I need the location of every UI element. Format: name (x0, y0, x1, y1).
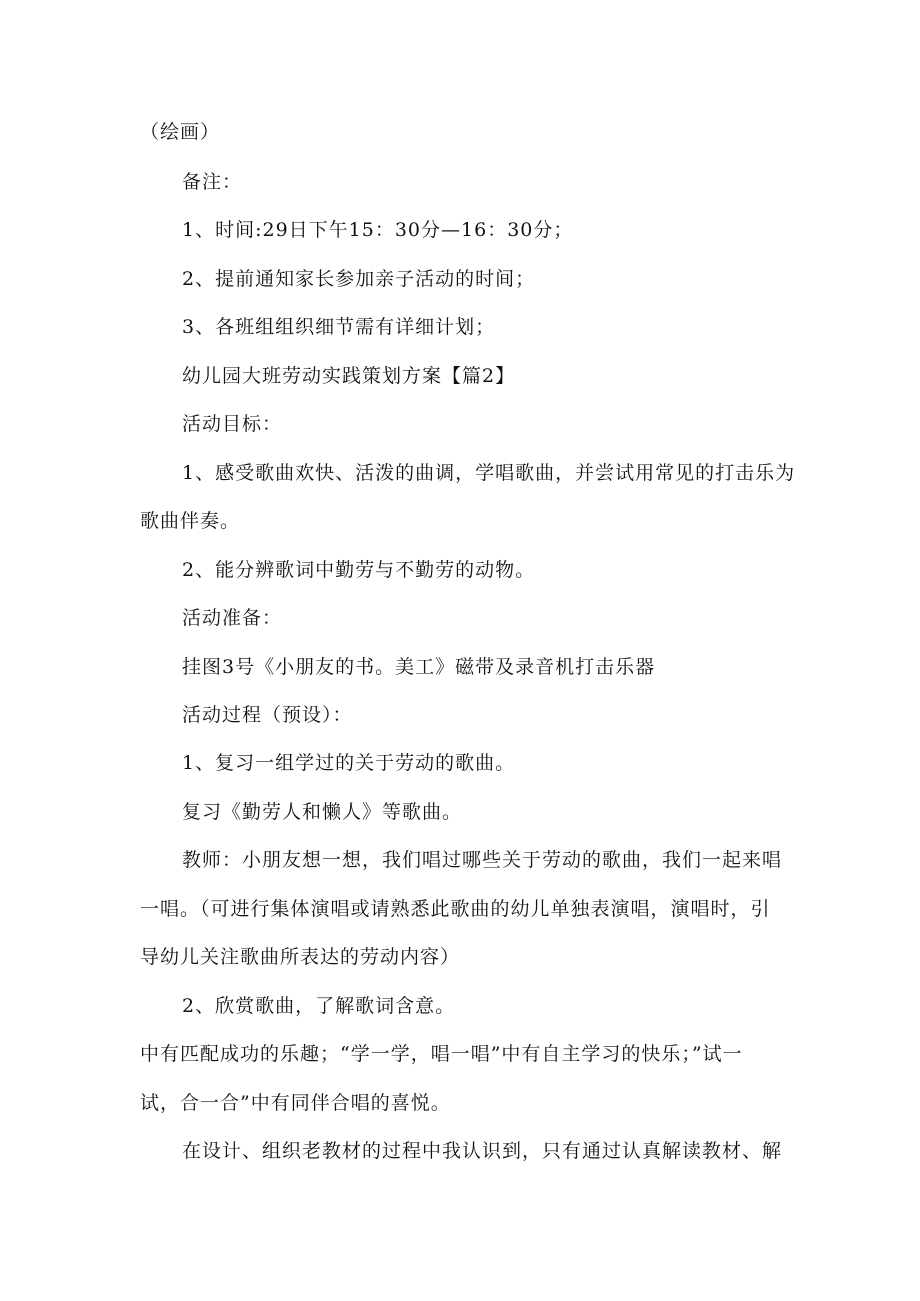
section-title: 幼儿园大班劳动实践策划方案【篇2】 (182, 365, 516, 387)
text-line-reflection-3: 在设计、组织老教材的过程中我认识到，只有通过认真解读教材、解 (182, 1140, 783, 1162)
text-line-remark-3: 3、各班组组织细节需有详细计划； (182, 316, 496, 338)
text-line-process-heading: 活动过程（预设）： (182, 704, 353, 726)
text-line-reflection-1: 中有匹配成功的乐趣；“学一学，唱一唱”中有自主学习的快乐；”试一 (140, 1043, 743, 1065)
text-line-teacher-cont-2: 导幼儿关注歌曲所表达的劳动内容） (140, 946, 461, 968)
text-line-remarks-heading: 备注： (182, 171, 243, 193)
text-line-goal-2: 2、能分辨歌词中勤劳与不勤劳的动物。 (182, 559, 536, 581)
text-line-remark-1: 1、时间:29日下午15：30分—16：30分； (182, 219, 574, 241)
text-line-drawing-note: （绘画） (140, 121, 221, 143)
text-line-goals-heading: 活动目标： (182, 413, 283, 435)
text-line-process-1: 1、复习一组学过的关于劳动的歌曲。 (182, 752, 516, 774)
text-line-goal-1-cont: 歌曲伴奏。 (140, 510, 241, 532)
text-line-reflection-2: 试，合一合”中有同伴合唱的喜悦。 (140, 1092, 451, 1114)
text-line-remark-2: 2、提前通知家长参加亲子活动的时间； (182, 268, 536, 290)
text-line-preparation-heading: 活动准备： (182, 607, 283, 629)
text-line-teacher: 教师：小朋友想一想，我们唱过哪些关于劳动的歌曲，我们一起来唱 (182, 849, 783, 871)
text-line-goal-1: 1、感受歌曲欢快、活泼的曲调，学唱歌曲，并尝试用常见的打击乐为 (182, 462, 796, 484)
text-line-process-2: 2、欣赏歌曲，了解歌词含意。 (182, 995, 456, 1017)
text-line-preparation-items: 挂图3号《小朋友的书。美工》磁带及录音机打击乐器 (182, 656, 656, 678)
text-line-teacher-cont-1: 一唱。（可进行集体演唱或请熟悉此歌曲的幼儿单独表演唱，演唱时，引 (140, 898, 771, 920)
text-line-process-1-detail: 复习《勤劳人和懒人》等歌曲。 (182, 801, 463, 823)
